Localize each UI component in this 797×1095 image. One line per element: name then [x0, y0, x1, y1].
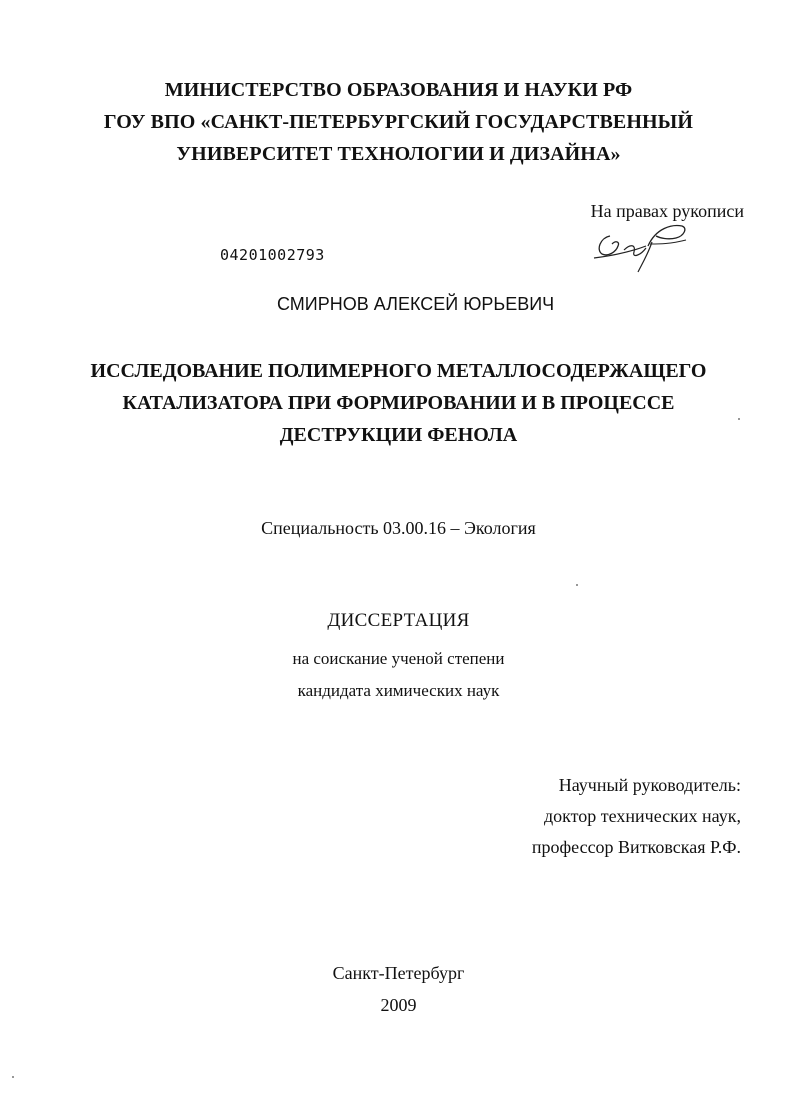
title-line-2: КАТАЛИЗАТОРА ПРИ ФОРМИРОВАНИИ И В ПРОЦЕССЕ	[122, 392, 675, 414]
title-line-3: ДЕСТРУКЦИИ ФЕНОЛА	[279, 424, 518, 446]
specialty: Специальность 03.00.16 – Экология	[261, 518, 536, 538]
ministry-line-1: МИНИСТЕРСТВО ОБРАЗОВАНИЯ И НАУКИ РФ	[164, 79, 633, 101]
signature	[590, 222, 700, 274]
work-type-label: ДИССЕРТАЦИЯ	[327, 610, 470, 631]
dissertation-title	[0, 355, 797, 451]
footer	[0, 957, 797, 1021]
document-number: 04201002793	[220, 246, 325, 264]
title-line-1: ИССЛЕДОВАНИЕ ПОЛИМЕРНОГО МЕТАЛЛОСОДЕРЖАЩЕГО	[90, 360, 707, 382]
ministry-line-3: УНИВЕРСИТЕТ ТЕХНОЛОГИИ И ДИЗАЙНА»	[176, 143, 621, 165]
city: Санкт-Петербург	[332, 963, 465, 983]
degree-line-1: на соискание ученой степени	[292, 649, 505, 668]
supervisor-degree: доктор технических наук,	[544, 806, 741, 826]
year: 2009	[380, 995, 417, 1015]
ministry-line-2: ГОУ ВПО «САНКТ-ПЕТЕРБУРГСКИЙ ГОСУДАРСТВЕННЫЙ	[103, 111, 694, 133]
degree-info	[0, 643, 797, 707]
degree-line-2: кандидата химических наук	[297, 681, 500, 700]
author-name: СМИРНОВ АЛЕКСЕЙ ЮРЬЕВИЧ	[277, 294, 555, 314]
supervisor-label: Научный руководитель:	[558, 775, 741, 795]
scan-speck	[738, 418, 740, 420]
scan-speck	[12, 1076, 14, 1078]
manuscript-rights: На правах рукописи	[590, 201, 744, 221]
supervisor-name: профессор Витковская Р.Ф.	[531, 837, 741, 857]
supervisor-block	[532, 770, 741, 863]
ministry-header	[0, 74, 797, 170]
scan-speck	[576, 584, 578, 586]
